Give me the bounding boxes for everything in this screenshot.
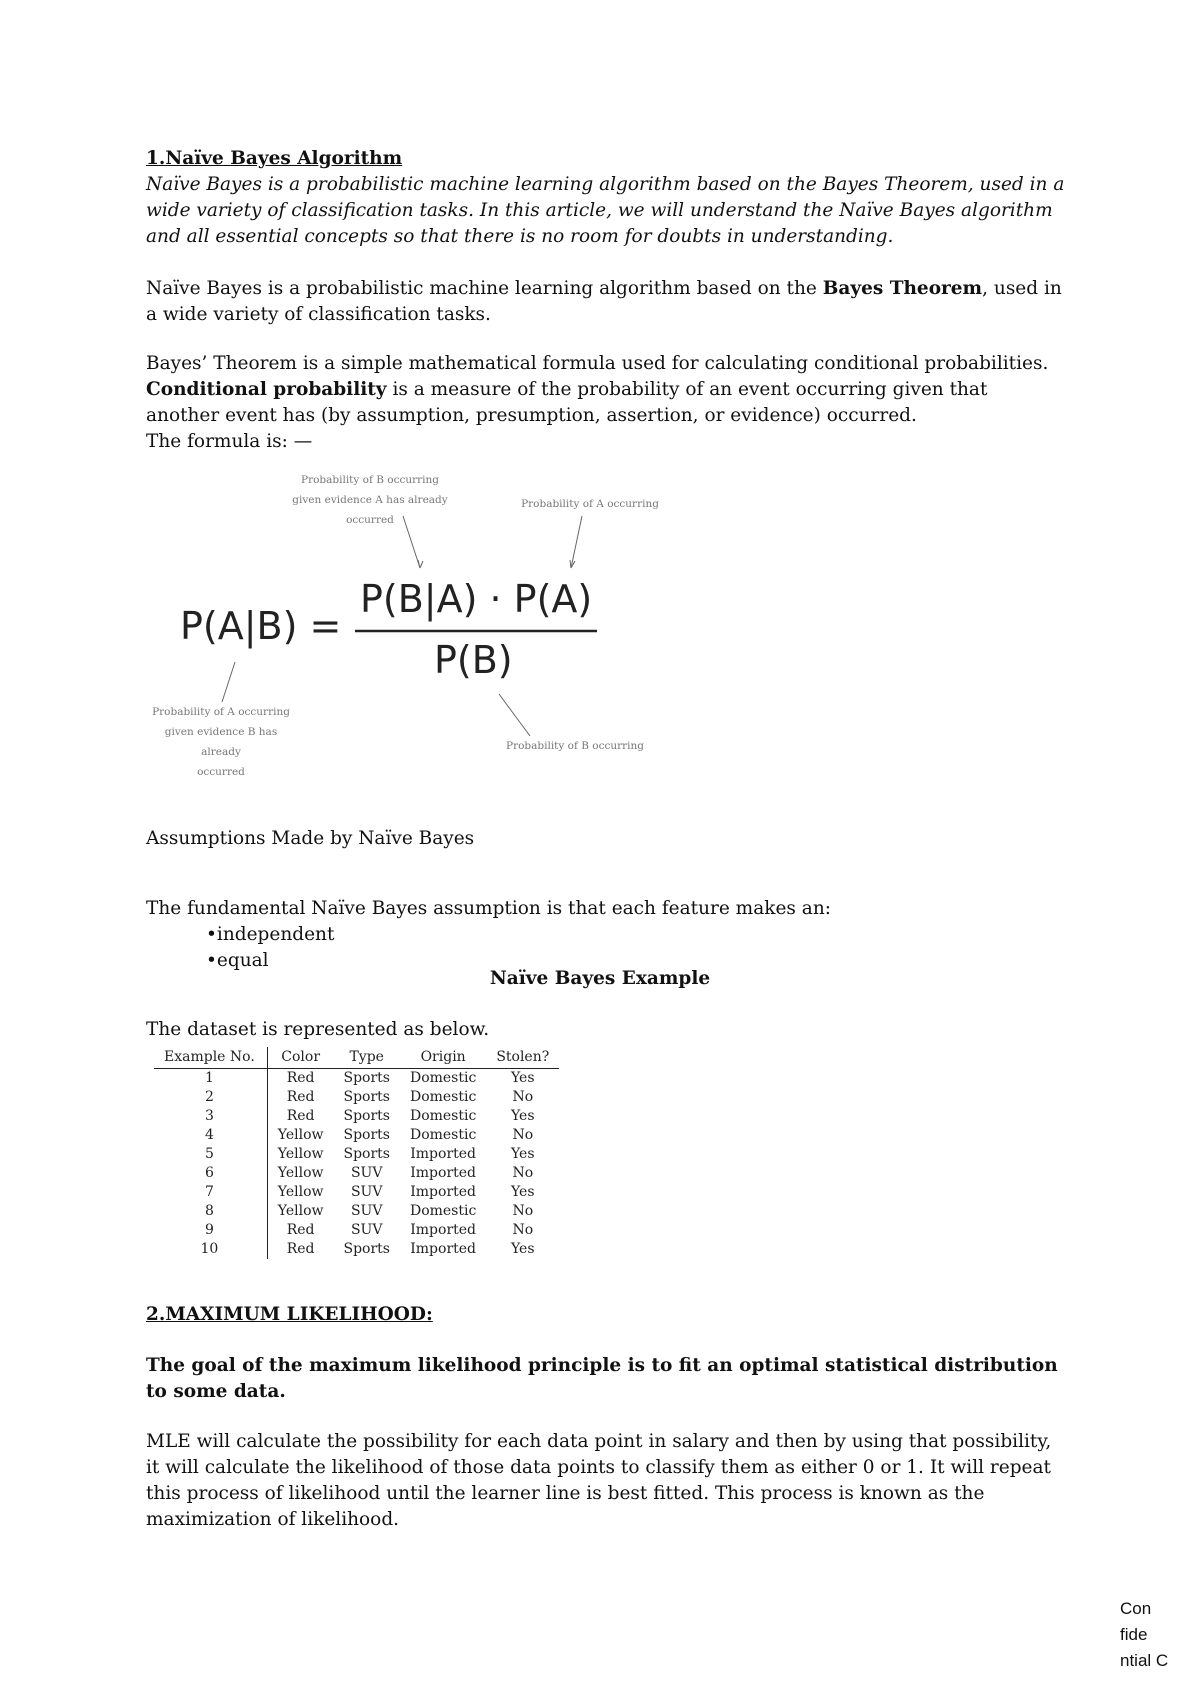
table-cell: Red (286, 1089, 315, 1105)
column-header: Color (267, 1047, 333, 1069)
table-cell: Yes (511, 1146, 535, 1162)
table-cell: No (512, 1222, 534, 1238)
table-cell: SUV (350, 1165, 383, 1181)
para3-rest: is a measure of the probability of an event occurring given that another event has (by assumption, presumption, assertion, or evidence) occurred. (146, 379, 988, 426)
column-header: Stolen? (486, 1047, 559, 1069)
table-cell: Yes (511, 1241, 535, 1257)
annotation-b: Probability of B occurring (506, 740, 644, 752)
table-cell: 7 (154, 1183, 267, 1202)
table-cell: Sports (343, 1127, 390, 1143)
table-cell: Sports (343, 1070, 390, 1086)
annotation-line: Probability of B occurring (301, 474, 439, 486)
para2-text-end: , used in a wide variety of classification tasks. (146, 278, 1062, 325)
table-cell: SUV (350, 1203, 383, 1219)
conditional-probability-bold: Conditional probability (146, 379, 387, 400)
annotation-line: given evidence A has already (292, 494, 448, 506)
table-cell: Red (286, 1222, 315, 1238)
table-cell: Red (286, 1108, 315, 1124)
table-cell: Sports (343, 1089, 390, 1105)
table-cell: Sports (343, 1241, 390, 1257)
formula-intro: The formula is: — (146, 431, 313, 452)
table-cell: Imported (410, 1241, 477, 1257)
table-cell: Yellow (277, 1203, 324, 1219)
annotation-a: Probability of A occurring (521, 498, 659, 510)
example-title: Naïve Bayes Example (489, 968, 711, 989)
table-cell: Yellow (277, 1146, 324, 1162)
table-cell: Domestic (409, 1108, 477, 1124)
formula-denominator: P(B) (434, 638, 513, 682)
table-cell: SUV (350, 1184, 383, 1200)
table-row (154, 1183, 559, 1202)
column-header: Type (333, 1047, 399, 1069)
annotation-line: occurred (197, 766, 245, 778)
section2-heading: 2.MAXIMUM LIKELIHOOD: (146, 1304, 433, 1325)
mle-goal: The goal of the maximum likelihood principle is to fit an optimal statistical distribution to some data. (146, 1355, 1058, 1402)
table-cell: Sports (343, 1108, 390, 1124)
table-row (154, 1069, 559, 1089)
para2-text: Naïve Bayes is a probabilistic machine learning algorithm based on the (146, 278, 823, 299)
table-cell: Yes (511, 1184, 535, 1200)
table-cell: Sports (343, 1146, 390, 1162)
table-cell: Red (286, 1241, 315, 1257)
formula-lhs: P(A|B) = (180, 604, 342, 648)
table-cell: Domestic (409, 1127, 477, 1143)
para3-line1: Bayes’ Theorem is a simple mathematical formula used for calculating conditional probabilities. (146, 353, 1049, 374)
table-cell: SUV (350, 1222, 383, 1238)
table-header-row (154, 1047, 559, 1069)
column-header: Example No. (154, 1047, 267, 1069)
table-cell: 2 (154, 1088, 267, 1107)
table-cell: 5 (154, 1145, 267, 1164)
dataset-intro: The dataset is represented as below. (146, 1019, 490, 1040)
section1-heading: 1.Naïve Bayes Algorithm (146, 148, 403, 169)
dataset-table (154, 1047, 559, 1259)
annotation-a-given-b (146, 702, 296, 782)
table-cell: 3 (154, 1107, 267, 1126)
table-cell: 8 (154, 1202, 267, 1221)
table-cell: 9 (154, 1221, 267, 1240)
column-header: Origin (400, 1047, 486, 1069)
assumptions-heading: Assumptions Made by Naïve Bayes (146, 828, 475, 849)
table-cell: Yes (511, 1108, 535, 1124)
table-cell: No (512, 1089, 534, 1105)
table-cell: 4 (154, 1126, 267, 1145)
formula-numerator: P(B|A) · P(A) (360, 577, 593, 621)
table-cell: No (512, 1165, 534, 1181)
table-cell: Domestic (409, 1070, 477, 1086)
annotation-line: occurred (346, 514, 394, 526)
bullet-independent: •independent (206, 924, 335, 945)
table-cell: Imported (410, 1165, 477, 1181)
table-cell: Imported (410, 1184, 477, 1200)
table-cell: Red (286, 1070, 315, 1086)
table-cell: 10 (154, 1240, 267, 1259)
table-row (154, 1202, 559, 1221)
table-cell: Domestic (409, 1203, 477, 1219)
table-cell: Yellow (277, 1184, 324, 1200)
table-cell: Yellow (277, 1165, 324, 1181)
table-cell: 1 (154, 1069, 267, 1089)
table-cell: Yellow (277, 1127, 324, 1143)
bayes-theorem-bold: Bayes Theorem (822, 278, 983, 299)
table-cell: No (512, 1127, 534, 1143)
table-cell: Imported (410, 1222, 477, 1238)
table-row (154, 1164, 559, 1183)
annotation-arrows (0, 0, 1200, 800)
table-row (154, 1088, 559, 1107)
table-cell: Yes (511, 1070, 535, 1086)
table-row (154, 1107, 559, 1126)
annotation-line: given evidence B has already (164, 726, 278, 758)
table-row (154, 1145, 559, 1164)
table-cell: 6 (154, 1164, 267, 1183)
annotation-line: Probability of A occurring (152, 706, 290, 718)
table-row (154, 1240, 559, 1259)
confidential-label: Con fide ntial C (1120, 1599, 1169, 1670)
assumptions-intro: The fundamental Naïve Bayes assumption is that each feature makes an: (146, 898, 831, 919)
table-cell: Imported (410, 1146, 477, 1162)
table-cell: Domestic (409, 1089, 477, 1105)
table-row (154, 1126, 559, 1145)
intro-italic-paragraph: Naïve Bayes is a probabilistic machine learning algorithm based on the Bayes Theorem, used in a wide variety of classification tasks. In this article, we will understand the Naïve Bayes algorithm and all essential concepts so that there is no room for doubts in understanding. (146, 174, 1065, 247)
mle-body: MLE will calculate the possibility for each data point in salary and then by using that possibility, it will calculate the likelihood of those data points to classify them as either 0 or 1. It will repeat this process of likelihood until the learner line is best fitted. This process is known as the maximization of likelihood. (146, 1431, 1052, 1530)
bullet-equal: •equal (206, 950, 269, 971)
table-row (154, 1221, 559, 1240)
table-cell: No (512, 1203, 534, 1219)
